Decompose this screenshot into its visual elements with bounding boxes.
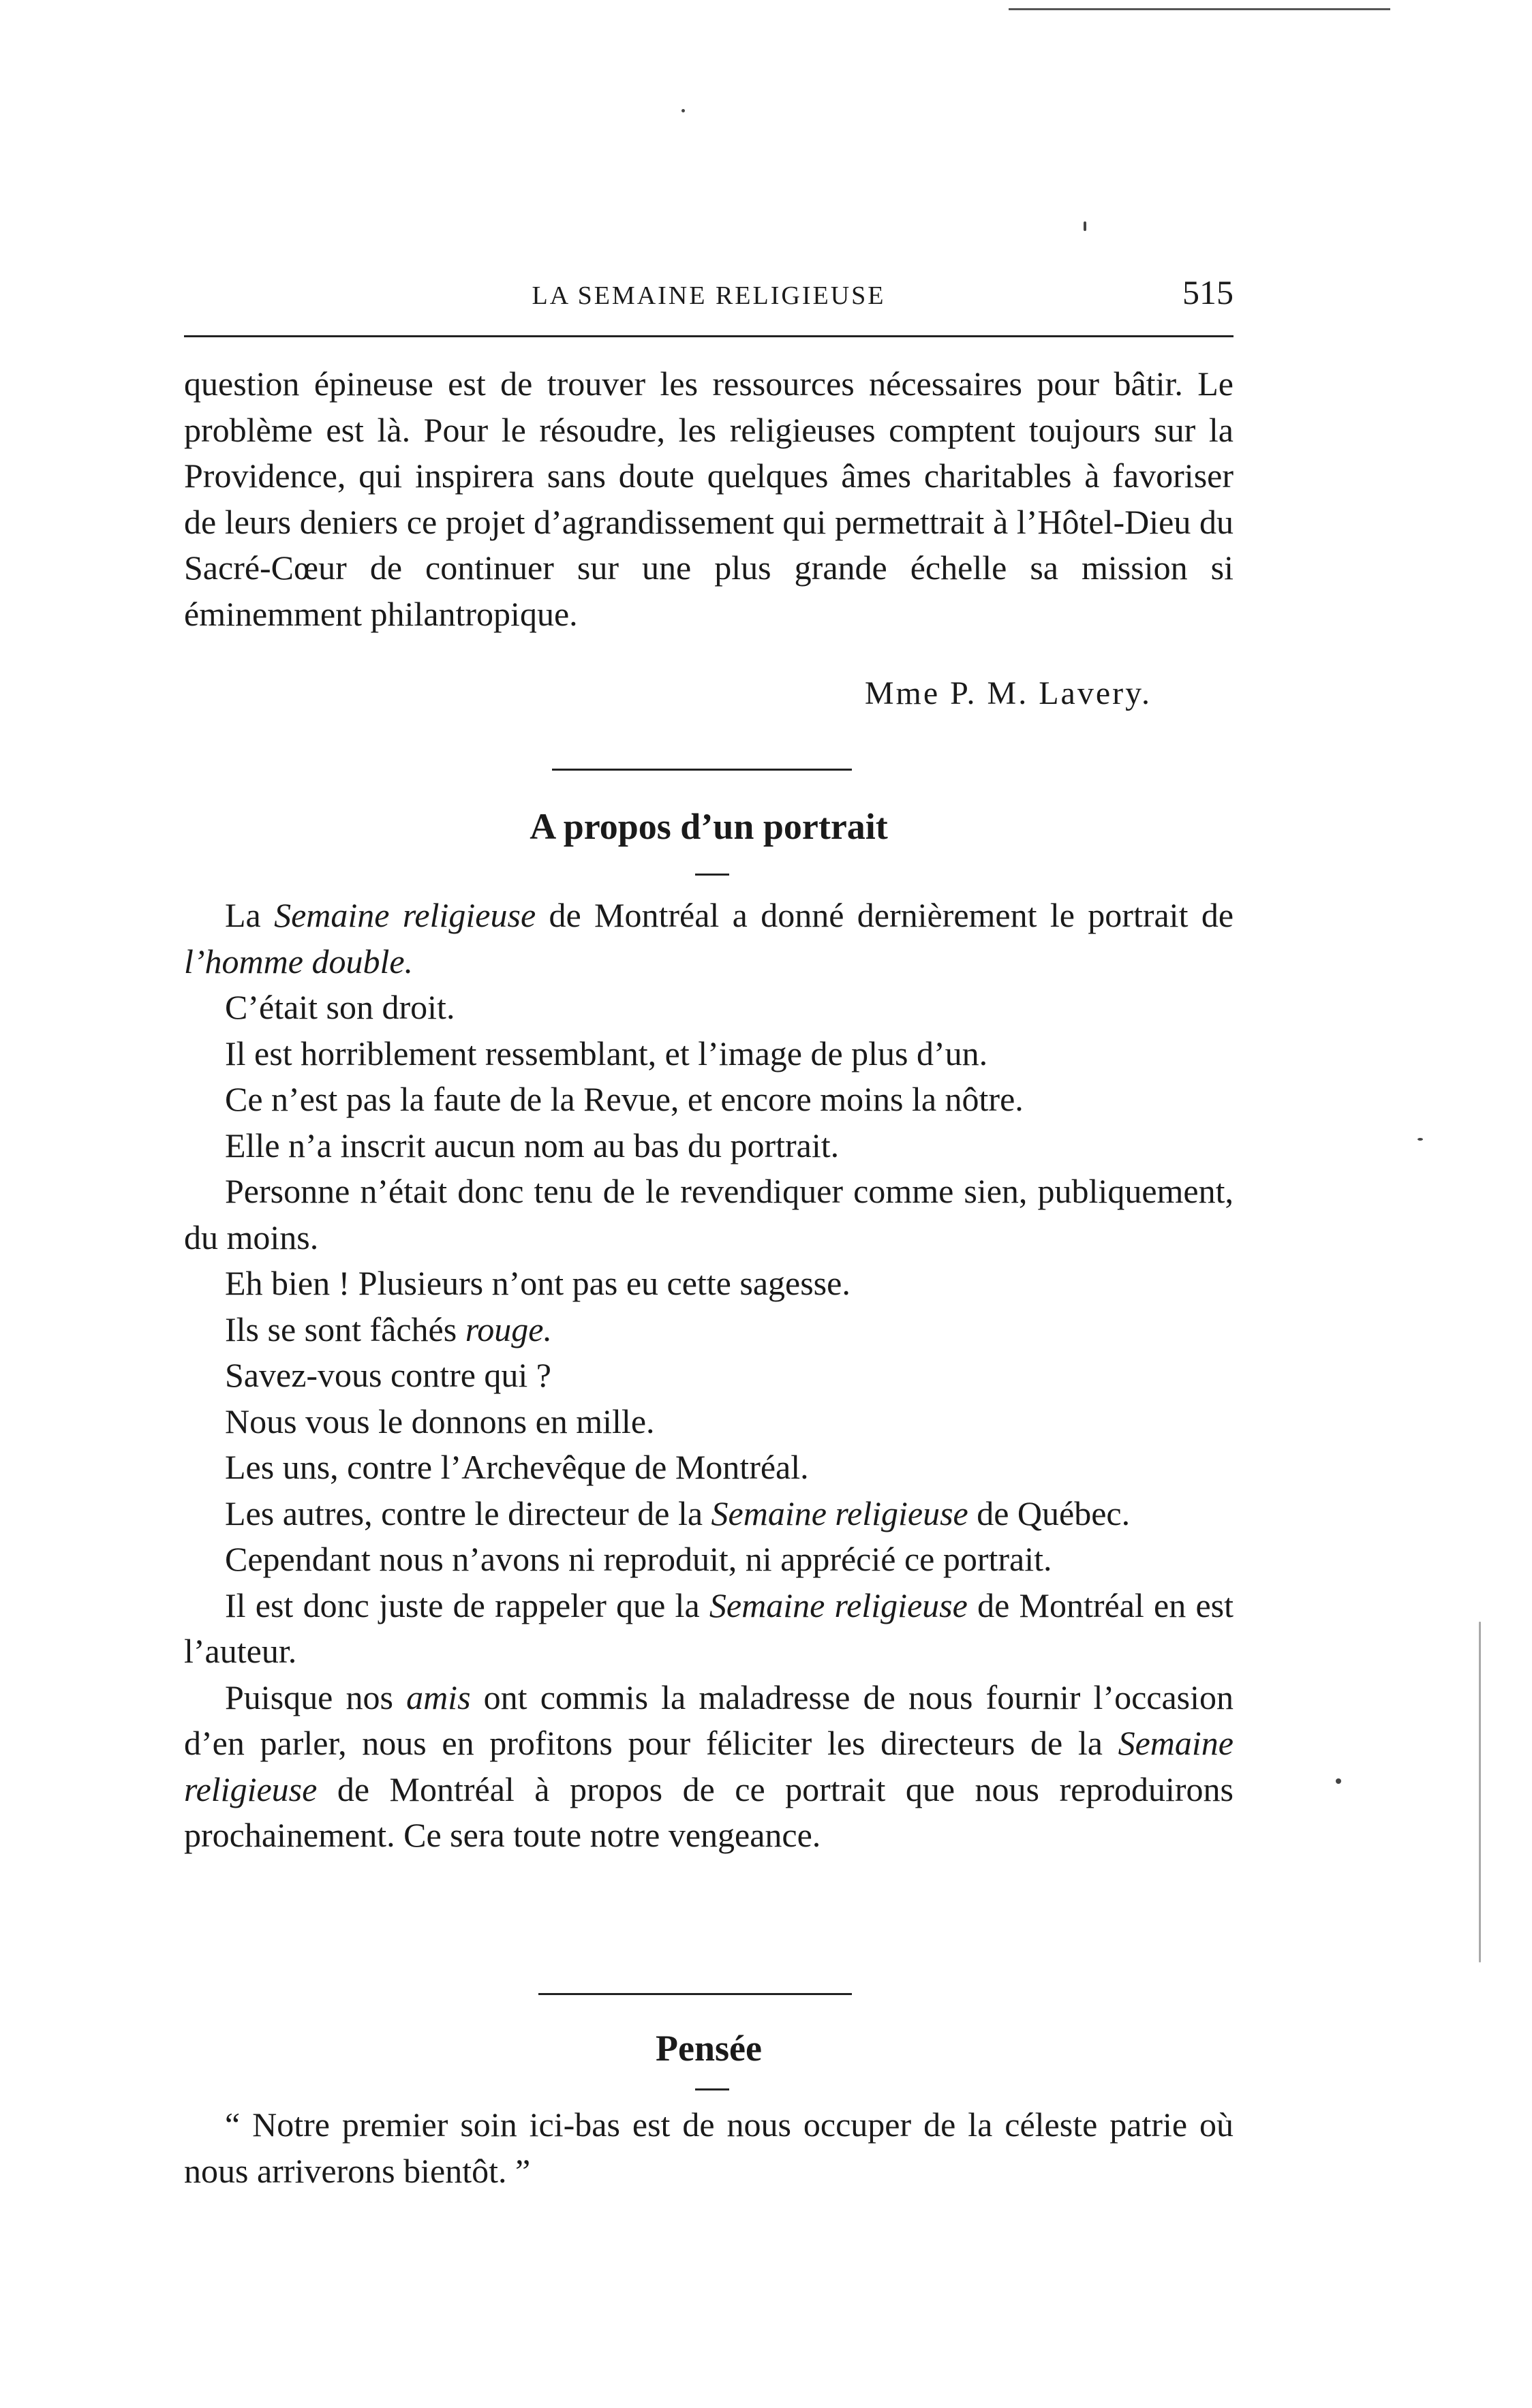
- title-dash: [695, 874, 729, 876]
- paragraph: Personne n’était donc tenu de le revendiquer comme sien, publiquement, du moins.: [184, 1172, 1234, 1256]
- text-run: Puisque nos: [225, 1678, 407, 1716]
- author-signature: Mme P. M. Lavery.: [864, 675, 1152, 711]
- paragraph: Nous vous le donnons en mille.: [225, 1402, 655, 1440]
- italic-run: l’homme double.: [184, 942, 414, 981]
- continued-paragraph: question épineuse est de trouver les ressources nécessaires pour bâtir. Le problème est là. Pour le résoudre, les religieuses comptent toujours sur la Providence, qui inspirera sans doute quelques âmes charitables à favoriser de leurs deniers ce projet d’agrandissement qui permettrait à l’Hôtel-Dieu du Sacré-Cœur de continuer sur une plus grande échelle sa mission si éminemment philantropique.: [184, 365, 1234, 633]
- paragraph: Elle n’a inscrit aucun nom au bas du portrait.: [225, 1126, 840, 1164]
- header-rule: [184, 335, 1234, 337]
- paragraph: [184, 1675, 1234, 1859]
- paragraph: Les uns, contre l’Archevêque de Montréal.: [225, 1448, 809, 1486]
- paragraph: C’était son droit.: [225, 988, 455, 1026]
- scan-speck: [681, 109, 685, 112]
- article-title: A propos d’un portrait: [530, 806, 888, 847]
- paragraph: [184, 1583, 1234, 1675]
- article-title: Pensée: [656, 2028, 762, 2069]
- paragraph: Eh bien ! Plusieurs n’ont pas eu cette sagesse.: [225, 1264, 851, 1302]
- text-run: Les autres, contre le directeur de la: [225, 1494, 711, 1532]
- scan-edge-noise: [1479, 1622, 1481, 1962]
- scan-edge-noise: [1009, 8, 1390, 10]
- paragraph: [184, 1307, 1234, 1353]
- text-run: de Montréal à propos de ce portrait que nous reproduirons prochainement. Ce sera toute notre vengeance.: [184, 1770, 1234, 1854]
- scan-speck: [1084, 221, 1086, 231]
- italic-run: Semaine religieuse: [709, 1586, 968, 1624]
- italic-run: amis: [406, 1678, 471, 1716]
- paragraph: Savez-vous contre qui ?: [225, 1356, 552, 1394]
- italic-run: Semaine religieuse: [711, 1494, 968, 1532]
- title-dash: [695, 2088, 729, 2090]
- text-run: de Montréal a donné dernièrement le portrait de: [536, 896, 1234, 934]
- paragraph: Ce n’est pas la faute de la Revue, et encore moins la nôtre.: [225, 1080, 1024, 1118]
- text-run: La: [225, 896, 275, 934]
- text-run: Il est donc juste de rappeler que la: [225, 1586, 709, 1624]
- quote-paragraph: “ Notre premier soin ici-bas est de nous occuper de la céleste patrie où nous arriverons bientôt. ”: [184, 2105, 1234, 2190]
- paragraph: [184, 1491, 1234, 1537]
- paragraph: Cependant nous n’avons ni reproduit, ni apprécié ce portrait.: [225, 1540, 1052, 1578]
- text-run: Ils se sont fâchés: [225, 1310, 465, 1348]
- third-article-body: [184, 2102, 1234, 2194]
- second-article-body: [184, 893, 1234, 1859]
- italic-run: Semaine religieuse: [184, 1724, 1234, 1808]
- italic-run: Semaine religieuse: [274, 896, 536, 934]
- first-article-body: [184, 361, 1234, 637]
- running-title: LA SEMAINE RELIGIEUSE: [532, 281, 886, 310]
- text-run: de Québec.: [968, 1494, 1131, 1532]
- italic-run: rouge.: [465, 1310, 552, 1348]
- section-separator: [538, 1993, 852, 1995]
- text-run: ont commis la maladresse de nous fournir l’occasion d’en parler, nous en profitons pour féliciter les directeurs de la: [184, 1678, 1234, 1762]
- scan-speck: [1418, 1138, 1423, 1141]
- paragraph: [184, 893, 1234, 985]
- scan-speck: [1336, 1778, 1341, 1784]
- text-run: de Montréal en est l’auteur.: [184, 1586, 1234, 1670]
- paragraph: Il est horriblement ressemblant, et l’image de plus d’un.: [225, 1034, 988, 1072]
- page-number: 515: [1182, 273, 1234, 311]
- page-header: [184, 273, 1234, 320]
- section-separator: [552, 769, 852, 771]
